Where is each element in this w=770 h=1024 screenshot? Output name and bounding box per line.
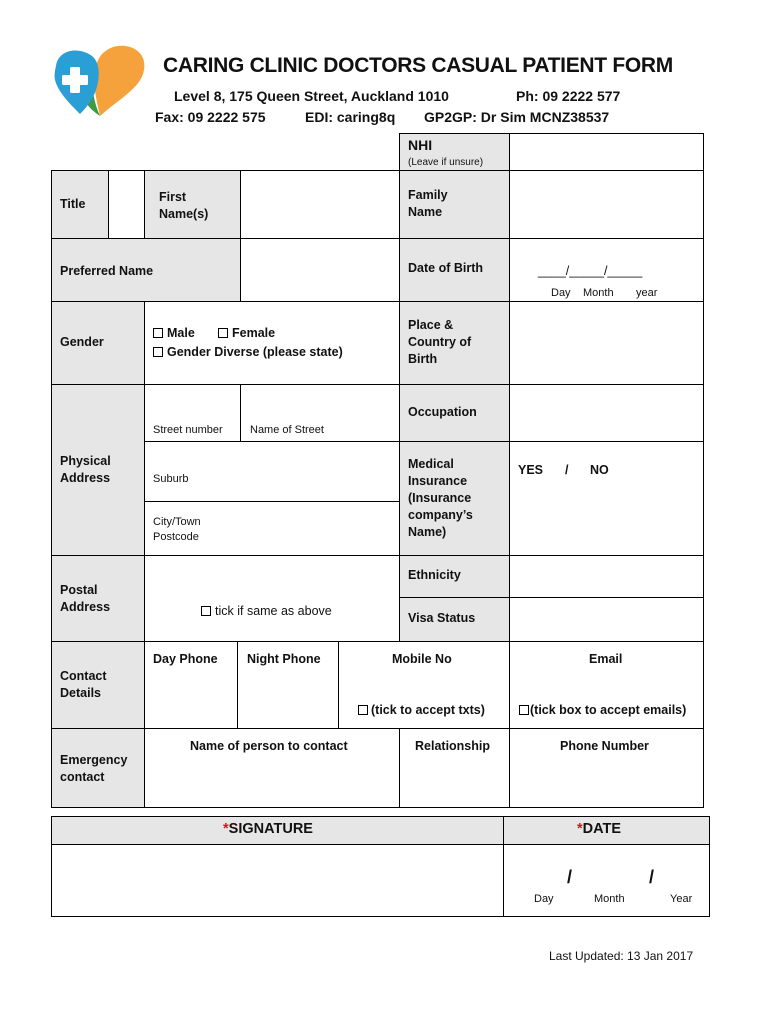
place-birth-label: Place & Country of Birth xyxy=(408,318,472,366)
title-input[interactable] xyxy=(108,170,145,239)
dob-format: ____/_____/_____ xyxy=(538,264,643,278)
male-option[interactable]: Male xyxy=(153,325,195,342)
required-star: * xyxy=(223,821,229,837)
gp2gp: GP2GP: Dr Sim MCNZ38537 xyxy=(424,109,610,125)
insurance-yes[interactable]: YES xyxy=(518,463,544,477)
insurance-slash: / xyxy=(565,463,569,477)
dob-day-label: Day xyxy=(551,287,571,299)
dob-label: Date of Birth xyxy=(408,261,483,275)
date-year-label: Year xyxy=(670,893,693,905)
medical-insurance-input[interactable] xyxy=(509,441,704,556)
preferred-name-input[interactable] xyxy=(240,238,400,302)
nhi-label: NHI xyxy=(408,137,433,153)
family-name-label: Family Name xyxy=(408,188,448,219)
visa-status-input[interactable] xyxy=(509,597,704,642)
medical-insurance-label: Medical Insurance (Insurance company’s Name) xyxy=(408,457,473,539)
mobile-label: Mobile No xyxy=(392,652,452,666)
occupation-label: Occupation xyxy=(408,405,477,419)
visa-status-label: Visa Status xyxy=(408,611,476,625)
suburb-label: Suburb xyxy=(153,473,189,485)
postal-address-input[interactable] xyxy=(144,555,400,642)
same-as-above-option[interactable]: tick if same as above xyxy=(201,603,332,620)
gender-options-cell xyxy=(144,301,400,385)
place-birth-input[interactable] xyxy=(509,301,704,385)
gender-diverse-option[interactable]: Gender Diverse (please state) xyxy=(153,344,343,361)
phone-number-label: Phone Number xyxy=(560,739,649,753)
gender-diverse-checkbox[interactable] xyxy=(153,347,163,357)
signature-label: *SIGNATURE xyxy=(223,821,313,837)
night-phone-label: Night Phone xyxy=(247,652,321,666)
last-updated: Last Updated: 13 Jan 2017 xyxy=(549,949,694,963)
accept-txts-option[interactable]: (tick to accept txts) xyxy=(358,702,485,719)
female-option[interactable]: Female xyxy=(218,325,275,342)
address: Level 8, 175 Queen Street, Auckland 1010 xyxy=(174,88,449,104)
same-as-above-checkbox[interactable] xyxy=(201,606,211,616)
clinic-logo xyxy=(52,42,148,120)
nhi-note: (Leave if unsure) xyxy=(408,157,484,168)
street-number-label: Street number xyxy=(153,424,223,436)
person-contact-label: Name of person to contact xyxy=(190,739,348,753)
date-label: *DATE xyxy=(577,821,622,837)
city-postcode-label: City/Town Postcode xyxy=(153,516,201,543)
physical-address-label: Physical Address xyxy=(60,454,111,485)
date-month-label: Month xyxy=(594,893,625,905)
accept-txts-checkbox[interactable] xyxy=(358,705,368,715)
insurance-no[interactable]: NO xyxy=(590,463,609,477)
accept-emails-option[interactable]: (tick box to accept emails) xyxy=(519,702,686,719)
dob-month-label: Month xyxy=(583,287,614,299)
day-phone-label: Day Phone xyxy=(153,652,218,666)
required-star: * xyxy=(577,821,583,837)
gender-label: Gender xyxy=(60,335,104,349)
date-slash-2: / xyxy=(649,867,655,887)
email-label: Email xyxy=(589,652,623,666)
fax: Fax: 09 2222 575 xyxy=(155,109,266,125)
nhi-input[interactable] xyxy=(509,133,704,171)
first-name-input[interactable] xyxy=(240,170,400,239)
dob-year-label: year xyxy=(636,287,658,299)
family-name-input[interactable] xyxy=(509,170,704,239)
ethnicity-input[interactable] xyxy=(509,555,704,598)
date-slash-1: / xyxy=(567,867,573,887)
relationship-label: Relationship xyxy=(415,739,491,753)
edi: EDI: caring8q xyxy=(305,109,396,125)
title-label: Title xyxy=(60,197,86,211)
signature-input[interactable] xyxy=(51,844,504,917)
ethnicity-label: Ethnicity xyxy=(408,568,461,582)
male-checkbox[interactable] xyxy=(153,328,163,338)
postal-address-label: Postal Address xyxy=(60,583,111,614)
date-day-label: Day xyxy=(534,893,554,905)
street-name-label: Name of Street xyxy=(250,424,324,436)
medical-cross-heart-logo-icon xyxy=(52,42,148,120)
first-name-label: First Name(s) xyxy=(159,190,209,221)
occupation-input[interactable] xyxy=(509,384,704,442)
female-checkbox[interactable] xyxy=(218,328,228,338)
page-title: CARING CLINIC DOCTORS CASUAL PATIENT FORM xyxy=(163,54,673,77)
contact-details-label: Contact Details xyxy=(60,669,107,700)
phone: Ph: 09 2222 577 xyxy=(516,88,621,104)
accept-emails-checkbox[interactable] xyxy=(519,705,529,715)
preferred-name-label: Preferred Name xyxy=(60,264,154,278)
emergency-contact-label: Emergency contact xyxy=(60,753,128,784)
